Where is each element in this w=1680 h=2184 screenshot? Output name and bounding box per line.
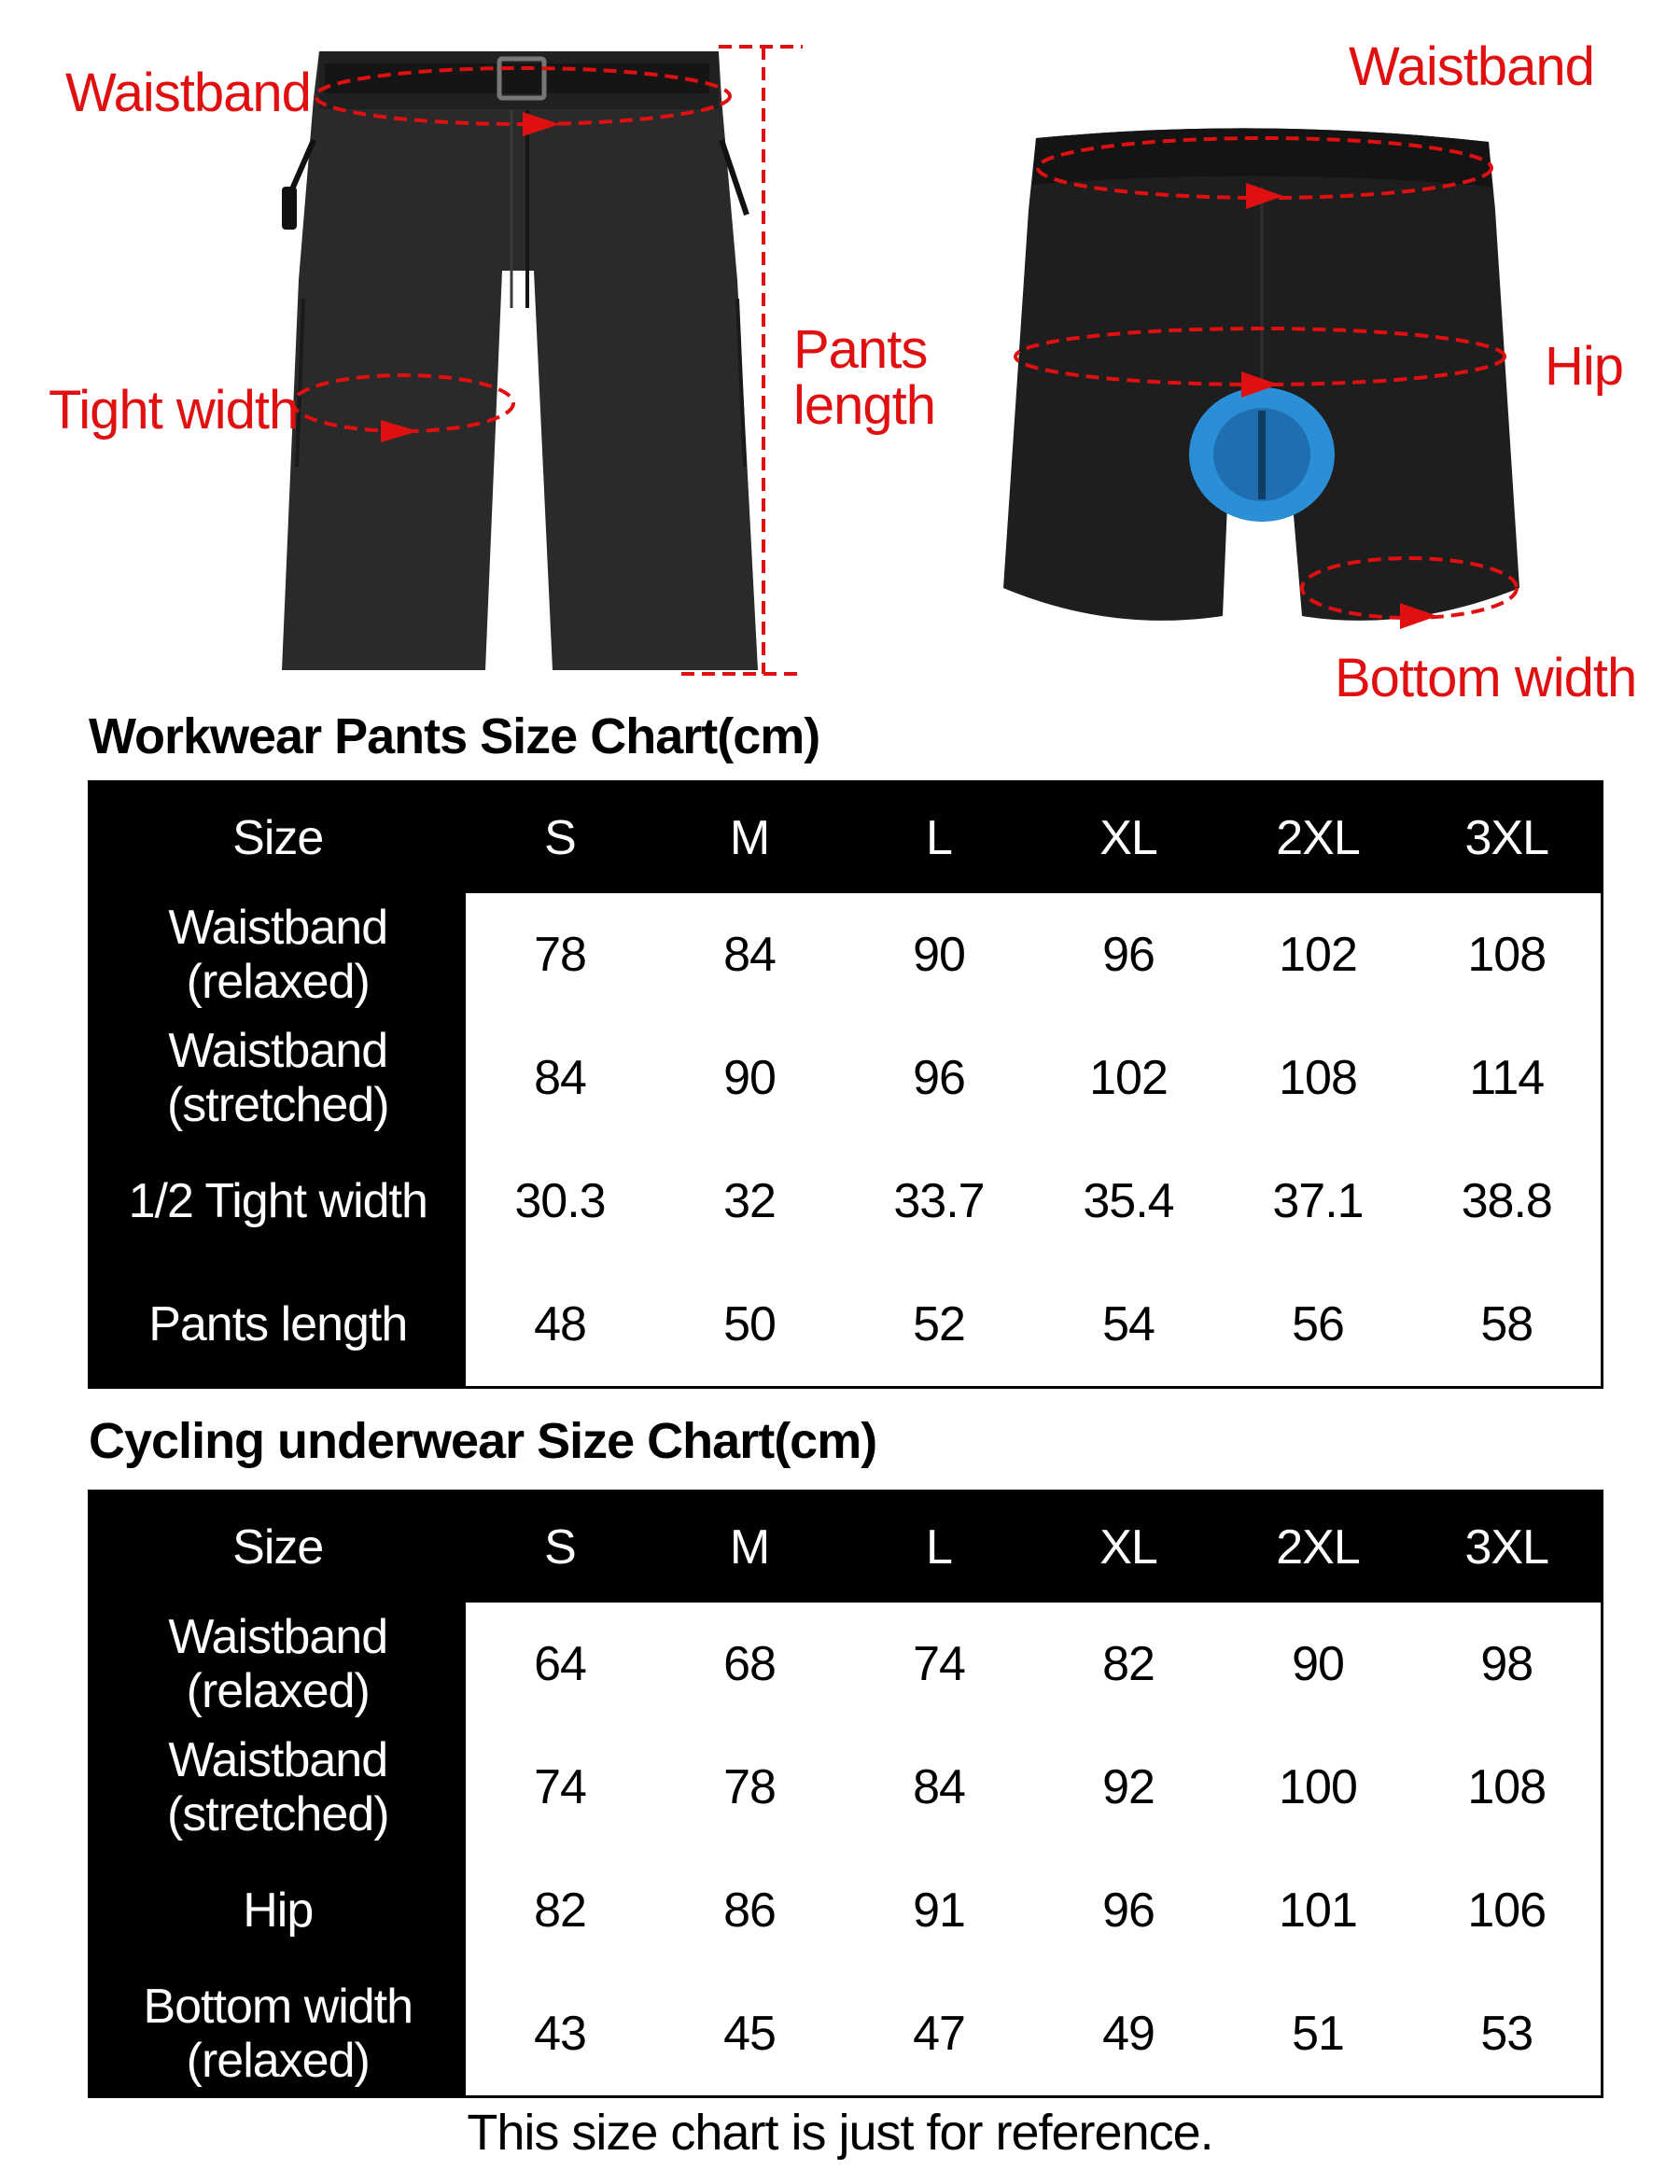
pants-tight-width-label: Tight width	[49, 380, 299, 441]
header-cell: XL	[1034, 782, 1224, 894]
underwear-hip-label: Hip	[1545, 336, 1624, 397]
table-cell: 30.3	[466, 1140, 655, 1263]
header-cell: 2XL	[1224, 1491, 1413, 1603]
table-cell: 90	[1224, 1603, 1413, 1726]
table-cell: 50	[655, 1263, 845, 1388]
table-cell: 86	[655, 1849, 845, 1972]
table-cell: 96	[845, 1016, 1034, 1140]
table-cell: 90	[845, 893, 1034, 1016]
table-header-row	[90, 1491, 1603, 1603]
table-cell: 78	[655, 1726, 845, 1849]
table-cell: 52	[845, 1263, 1034, 1388]
header-cell: L	[845, 782, 1034, 894]
header-cell: 3XL	[1413, 1491, 1603, 1603]
table-cell: 102	[1224, 893, 1413, 1016]
table-cell: 68	[655, 1603, 845, 1726]
table-cell: 64	[466, 1603, 655, 1726]
underwear-size-table	[88, 1490, 1603, 2098]
pants-length-label-line2: length	[793, 375, 936, 436]
table-row	[90, 1263, 1603, 1388]
table-cell: 91	[845, 1849, 1034, 1972]
table-cell: 78	[466, 893, 655, 1016]
header-cell: S	[466, 1491, 655, 1603]
table-cell: 47	[845, 1972, 1034, 2097]
table-cell: 100	[1224, 1726, 1413, 1849]
table-row	[90, 1603, 1603, 1726]
table-cell: 43	[466, 1972, 655, 2097]
table-row	[90, 1972, 1603, 2097]
table-cell: 82	[466, 1849, 655, 1972]
table-cell: 53	[1413, 1972, 1603, 2097]
table-cell: 90	[655, 1016, 845, 1140]
footer-note: This size chart is just for reference.	[467, 2105, 1213, 2161]
table-cell: 98	[1413, 1603, 1603, 1726]
table-cell: 35.4	[1034, 1140, 1224, 1263]
table-cell: 108	[1224, 1016, 1413, 1140]
table-cell: 54	[1034, 1263, 1224, 1388]
header-cell: 3XL	[1413, 782, 1603, 894]
row-label: Waistband (relaxed)	[90, 893, 466, 1016]
pants-length-label-line1: Pants	[793, 319, 928, 380]
row-label: 1/2 Tight width	[90, 1140, 466, 1263]
underwear-waistband-label: Waistband	[1349, 36, 1594, 97]
table-row	[90, 1726, 1603, 1849]
table-row	[90, 1140, 1603, 1263]
table-cell: 82	[1034, 1603, 1224, 1726]
row-label: Waistband (relaxed)	[90, 1603, 466, 1726]
header-cell: S	[466, 782, 655, 894]
table-cell: 84	[466, 1016, 655, 1140]
table-cell: 114	[1413, 1016, 1603, 1140]
table-cell: 92	[1034, 1726, 1224, 1849]
table-cell: 58	[1413, 1263, 1603, 1388]
header-cell: Size	[90, 1491, 466, 1603]
row-label: Bottom width (relaxed)	[90, 1972, 466, 2097]
table-cell: 48	[466, 1263, 655, 1388]
underwear-chart-title: Cycling underwear Size Chart(cm)	[89, 1413, 877, 1469]
header-cell: Size	[90, 782, 466, 894]
workwear-pants-image	[282, 51, 758, 670]
table-cell: 74	[845, 1603, 1034, 1726]
table-cell: 108	[1413, 893, 1603, 1016]
table-cell: 56	[1224, 1263, 1413, 1388]
row-label: Waistband (stretched)	[90, 1016, 466, 1140]
table-cell: 38.8	[1413, 1140, 1603, 1263]
table-cell: 84	[655, 893, 845, 1016]
table-row	[90, 893, 1603, 1016]
table-cell: 45	[655, 1972, 845, 2097]
table-header-row	[90, 782, 1603, 894]
table-cell: 108	[1413, 1726, 1603, 1849]
pants-waistband-label: Waistband	[65, 63, 311, 123]
table-row	[90, 1016, 1603, 1140]
table-cell: 96	[1034, 1849, 1224, 1972]
table-cell: 96	[1034, 893, 1224, 1016]
header-cell: XL	[1034, 1491, 1224, 1603]
header-cell: M	[655, 782, 845, 894]
pants-chart-title: Workwear Pants Size Chart(cm)	[89, 708, 820, 764]
table-cell: 101	[1224, 1849, 1413, 1972]
table-cell: 102	[1034, 1016, 1224, 1140]
table-cell: 51	[1224, 1972, 1413, 2097]
table-cell: 49	[1034, 1972, 1224, 2097]
header-cell: L	[845, 1491, 1034, 1603]
underwear-bottom-width-label: Bottom width	[1335, 648, 1637, 708]
table-cell: 33.7	[845, 1140, 1034, 1263]
row-label: Waistband (stretched)	[90, 1726, 466, 1849]
row-label: Pants length	[90, 1263, 466, 1388]
table-cell: 106	[1413, 1849, 1603, 1972]
header-cell: M	[655, 1491, 845, 1603]
table-cell: 74	[466, 1726, 655, 1849]
table-cell: 32	[655, 1140, 845, 1263]
header-cell: 2XL	[1224, 782, 1413, 894]
table-cell: 84	[845, 1726, 1034, 1849]
table-row	[90, 1849, 1603, 1972]
row-label: Hip	[90, 1849, 466, 1972]
table-cell: 37.1	[1224, 1140, 1413, 1263]
pants-size-table	[88, 780, 1603, 1389]
